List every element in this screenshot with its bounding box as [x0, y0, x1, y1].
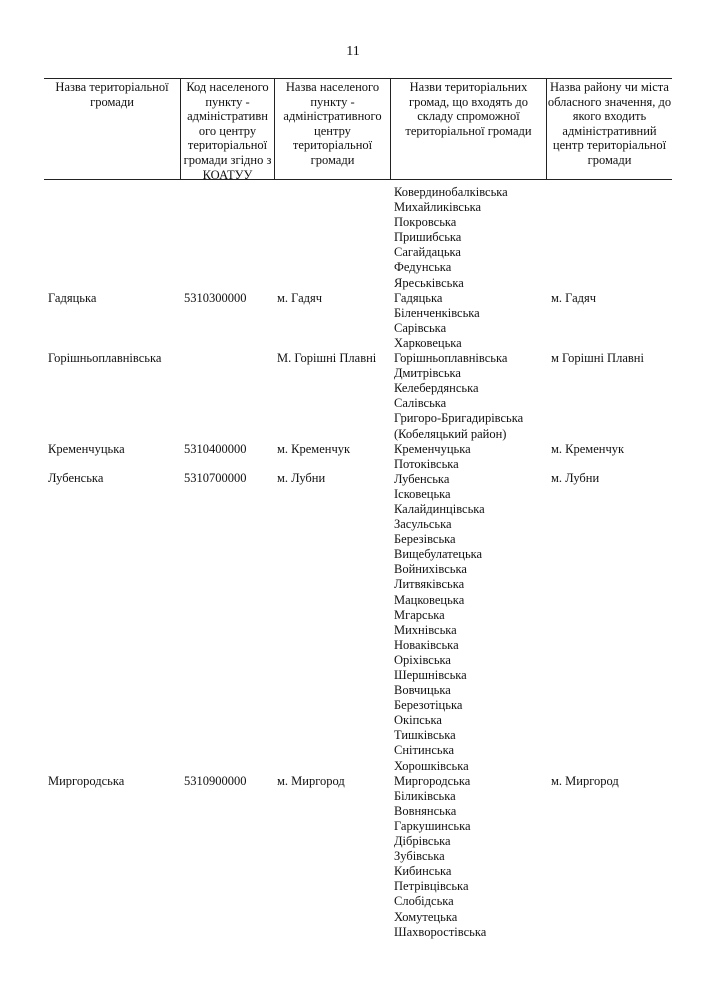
header-district: Назва району чи міста обласного значення, до якого входить адміністративний центр територіальної громади [546, 78, 672, 180]
hromada-name: Кременчуцька [48, 442, 125, 456]
member-hromada: Хорошківська [394, 758, 469, 773]
member-hromada: Потоківська [394, 456, 459, 471]
koatuu-code: 5310400000 [184, 442, 247, 456]
hromada-name: Горішньоплавнівська [48, 351, 162, 365]
page-number: 11 [346, 44, 360, 59]
member-hromada: Ковердинобалківська [394, 185, 508, 199]
member-hromada: Вовчицька [394, 683, 451, 698]
member-hromada: Салівська [394, 396, 447, 411]
member-hromada: Калайдинцівська [394, 501, 485, 516]
member-hromada: Біленченківська [394, 305, 480, 320]
koatuu-code: 5310900000 [184, 774, 247, 788]
member-hromada: Гаркушинська [394, 818, 471, 833]
header-koatuu-code: Код населеного пункту - адміністративн ого центру територіальної громади згідно з КОАТУУ [180, 78, 274, 180]
member-hromada: Новаківська [394, 637, 459, 652]
member-hromada: Миргородська [394, 773, 471, 788]
district: м. Миргород [551, 774, 619, 788]
member-hromada: Слобідська [394, 894, 454, 909]
member-hromada: Литвяківська [394, 577, 465, 592]
member-hromada: Окіпська [394, 713, 442, 728]
member-hromada: Войнихівська [394, 562, 467, 577]
admin-center: М. Горішні Плавні [277, 351, 377, 365]
admin-center: м. Лубни [277, 471, 326, 485]
district: м. Лубни [551, 471, 600, 485]
member-hromada: Березотіцька [394, 698, 463, 713]
member-hromada: Березівська [394, 532, 456, 547]
hromada-name: Миргородська [48, 774, 125, 788]
member-hromada: Покровська [394, 215, 457, 230]
member-hromada: Федунська [394, 260, 452, 275]
admin-center: м. Кременчук [277, 442, 351, 456]
hromada-name: Лубенська [48, 471, 104, 485]
admin-center: м. Миргород [277, 774, 345, 788]
member-hromada: Григоро-Бригадирівська [394, 411, 524, 426]
member-hromada: Мгарська [394, 607, 445, 622]
member-hromada: Шершнівська [394, 668, 467, 682]
district: м Горішні Плавні [551, 351, 644, 365]
member-hromada: Кибинська [394, 864, 452, 879]
district: м. Кременчук [551, 442, 625, 456]
member-hromada: (Кобеляцький район) [394, 426, 507, 441]
member-hromada: Біликівська [394, 788, 456, 803]
member-hromada: Ісковецька [394, 486, 451, 501]
koatuu-code: 5310300000 [184, 291, 247, 305]
member-hromada: Дмитрівська [394, 366, 461, 381]
member-hromada: Вищебулатецька [394, 547, 483, 562]
member-hromada: Гадяцька [394, 290, 443, 305]
koatuu-code: 5310700000 [184, 471, 247, 485]
member-hromadas-list [394, 185, 523, 940]
member-hromada: Харковецька [394, 335, 462, 350]
member-hromada: Сагайдацька [394, 245, 461, 260]
member-hromada: Вовнянська [394, 803, 457, 818]
header-hromada: Назва територіальної громади [44, 78, 180, 180]
member-hromada: Сарівська [394, 320, 447, 335]
member-hromada: Мацковецька [394, 592, 465, 607]
member-hromada: Пришибська [394, 230, 462, 245]
member-hromada: Оріхівська [394, 652, 451, 667]
district: м. Гадяч [551, 291, 597, 305]
member-hromada: Михнівська [394, 622, 457, 637]
member-hromada: Зубівська [394, 849, 445, 864]
member-hromada: Горішньоплавнівська [394, 351, 508, 366]
header-member-hromadas: Назви територіальних громад, що входять до складу спроможної територіальної громади [390, 78, 546, 180]
member-hromada: Снітинська [394, 743, 455, 758]
member-hromada: Дібрівська [394, 834, 451, 849]
header-admin-center: Назва населеного пункту - адміністративного центру територіальної громади [274, 78, 390, 180]
hromada-name: Гадяцька [48, 291, 97, 305]
member-hromada: Лубенська [394, 471, 450, 486]
member-hromada: Тишківська [394, 728, 456, 743]
member-hromada: Засульська [394, 517, 452, 532]
member-hromada: Кременчуцька [394, 441, 471, 456]
member-hromada: Шахворостівська [394, 924, 487, 939]
member-hromada: Келебердянська [394, 381, 479, 396]
member-hromada: Хомутецька [394, 909, 458, 924]
member-hromada: Петрівцівська [394, 879, 469, 894]
member-hromada: Михайликівська [394, 200, 482, 215]
admin-center: м. Гадяч [277, 291, 323, 305]
member-hromada: Яреськівська [394, 275, 464, 290]
